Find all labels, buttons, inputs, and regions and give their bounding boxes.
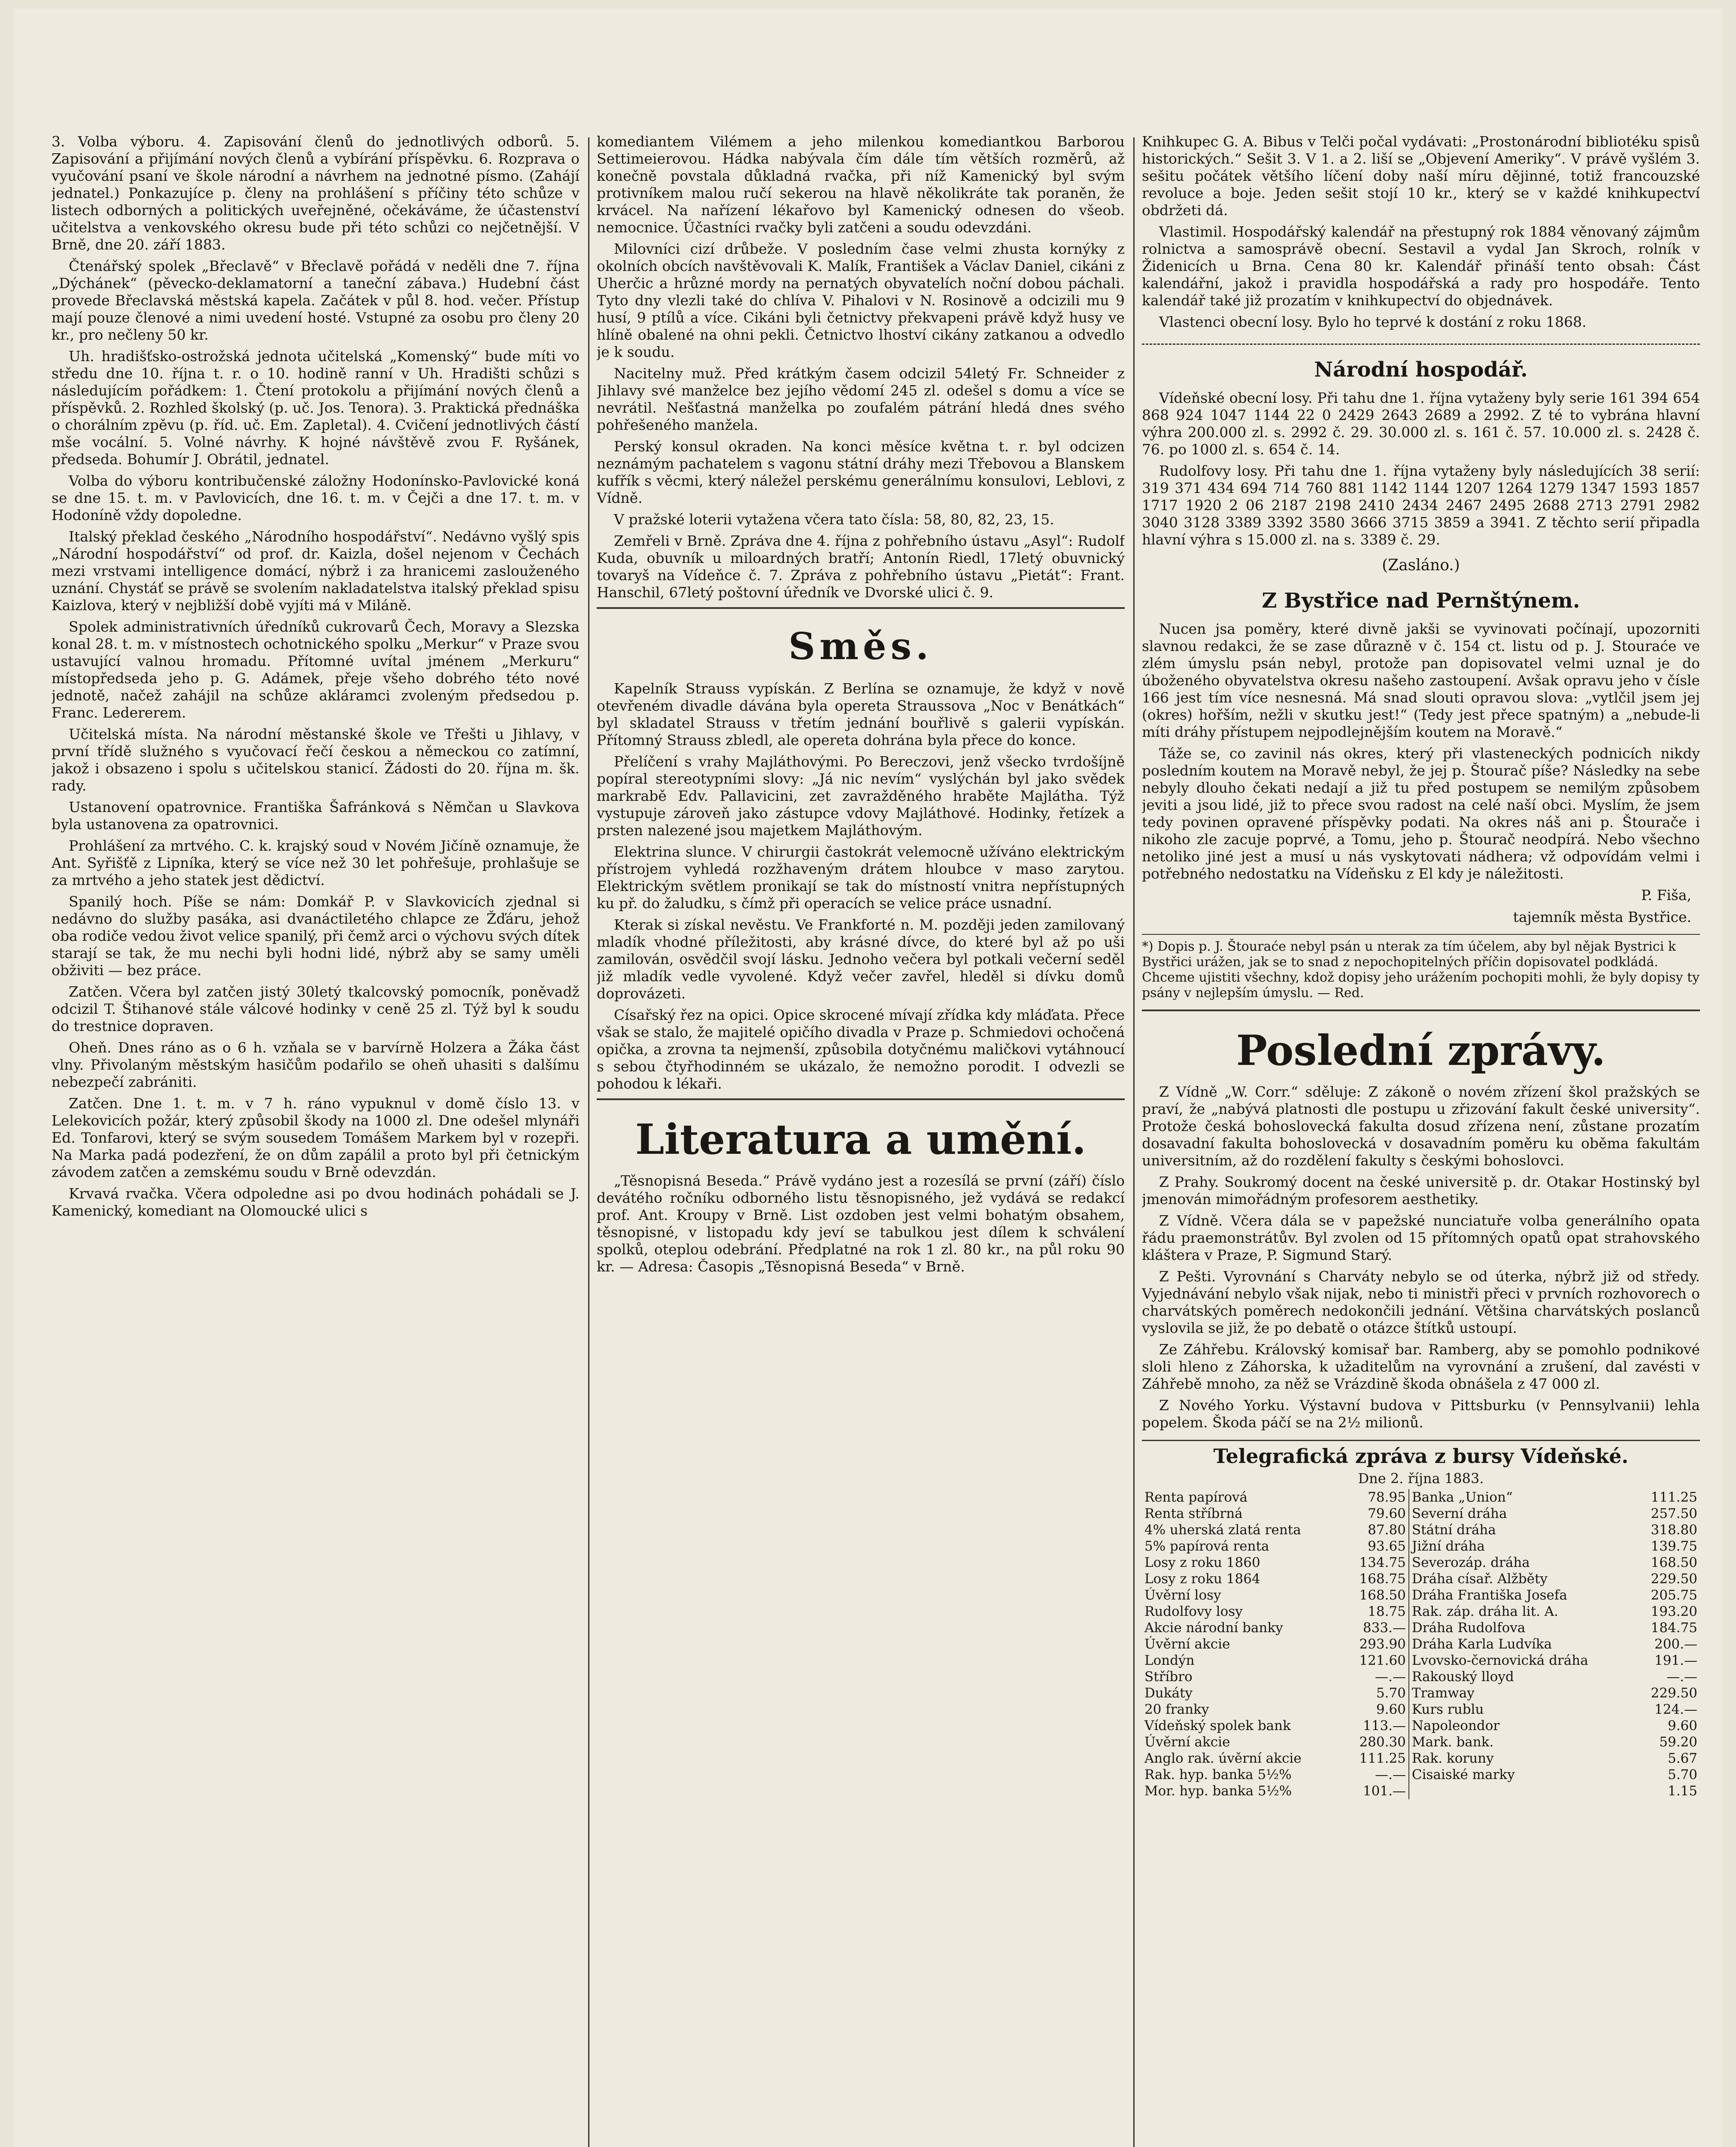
section-heading-news: Poslední zprávy. <box>1236 1026 1606 1075</box>
bourse-label: Lvovsko-černovická dráha <box>1411 1653 1588 1668</box>
bourse-label: Dráha Karla Ludvíka <box>1411 1636 1552 1652</box>
section-rule <box>1142 1010 1700 1011</box>
bourse-value: 1.15 <box>1667 1783 1697 1799</box>
bourse-label <box>1409 1783 1636 1799</box>
article-paragraph: Milovníci cizí drůbeže. V posledním čase velmi zhusta kornýky z okolních obcích navštěvovali K. Malík, František a Václav Daniel, cikáni z Uherčic a hrůzné mordy na pernatých obyvatelích noční dobou páchali. Tyto dny vlezli také do chlíva V. Pihalovi v N. Rosinově a odcizili mu 9 husí, 9 ptílů a více. Cikáni byli četnictvy překvapeni právě když husy ve hlíně obalené na ohni pekli. Četnictvo lhoství cikány zatkanou a odvedlo je k soudu. <box>597 240 1125 360</box>
bourse-label: Rudolfovy losy <box>1144 1604 1243 1619</box>
article-paragraph: Táže se, co zavinil nás okres, který při vlasteneckých podnicích nikdy posledním koutem na Moravě nebyl, že jej p. Štourač píše? Následky na sebe nebyly dlouho čekati nedají a již tu před postupem se nemilým způsobem jeviti a jsou lidé, již to přece svou radost na celé naší obci. Myslím, že jsem tedy povinen opravené příspěvky podati. Na okres náš ani p. Štourače i nikoho zle zacuje poprvé, a Tomu, jeho p. Štourač neodpírá. Nebo všechno netoliko jiné jest a musí u nás vyskytovati nádhera; vž odpovídám velmi i potřebného nedostatku na Vídeňsku z El kdy je náležitosti. <box>1142 745 1700 882</box>
bourse-label: Dráha císař. Alžběty <box>1411 1571 1548 1587</box>
article-paragraph: V pražské loterii vytažena včera tato čísla: 58, 80, 82, 23, 15. <box>614 511 1054 528</box>
bourse-row <box>1142 1505 1700 1522</box>
article-paragraph: Spolek administrativních úředníků cukrovarů Čech, Moravy a Slezska konal 28. t. m. v místnostech ochotnického spolku „Merkur“ v Praze svou ustavující valnou hromadu. Přítomné uvítal jménem „Merkuru“ místopředseda jeho p. G. Adámek, přeje všeho dobrého této nové jednotě, načež zahájil na schůze akláramci zvoleným předsedou p. Franc. Ledererem. <box>52 618 580 721</box>
bourse-row <box>1142 1734 1700 1750</box>
column-divider <box>588 137 589 2147</box>
article-paragraph: Krvavá rvačka. Včera odpoledne asi po dvou hodinách pohádali se J. Kamenický, komediant na Olomoucké ulici s <box>52 1185 580 1219</box>
article-paragraph: Ze Záhřebu. Královský komisař bar. Ramberg, aby se pomohlo podnikové sloli hleno z Záhorska, k užaditelům na vyrovnání a zrušení, dal zavésti v Záhřebě mnoho, za něž se Vrázdině škoda obnášela z 47 000 zl. <box>1142 1341 1700 1392</box>
bourse-value: 168.50 <box>1344 1587 1409 1603</box>
bourse-value: 191.— <box>1654 1653 1697 1668</box>
bourse-label: Londýn <box>1144 1653 1195 1668</box>
bourse-label: Renta papírová <box>1144 1490 1248 1505</box>
bourse-label: 4% uherská zlatá renta <box>1144 1522 1301 1538</box>
bourse-row <box>1142 1685 1700 1701</box>
bourse-value: 111.25 <box>1344 1750 1409 1767</box>
bourse-value: 168.75 <box>1344 1571 1409 1587</box>
bourse-label: Dráha Františka Josefa <box>1411 1587 1567 1603</box>
bourse-value: 79.60 <box>1344 1505 1409 1522</box>
article-paragraph: Zemřeli v Brně. Zpráva dne 4. října z pohřebního ústavu „Asyl“: Rudolf Kuda, obuvník u miloardných bratří; Antonín Riedl, 17letý obuvnický tovaryš na Vídeňce č. 7. Zpráva z pohřebního ústavu „Pietát“: Frant. Hanschil, 67letý poštovní úředník ve Dvorské ulici č. 9. <box>597 532 1125 601</box>
bourse-value: —.— <box>1666 1669 1697 1685</box>
article-paragraph: Italský překlad českého „Národního hospodářství“. Nedávno vyšlý spis „Národní hospodářství“ od prof. dr. Kaizla, došel nejenom v Čechách mezi vrstvami intelligence domácí, nýbrž i za hranicemi zaslouženého uznání. Chystáť se právě se svolením nakladatelstva italský překlad spisu Kaizlova, který v nejbližší době vyjíti má v Miláně. <box>52 528 580 614</box>
article-paragraph: Spanilý hoch. Píše se nám: Domkář P. v Slavkovicích zjednal si nedávno do služby pasáka, asi dvanáctiletého chlapce ze Žďáru, jehož oba rodiče vedou život velice spanilý, při čemž arci o výchovu svých dítek starají se tak, že mu nechi byli hodni lidé, nýbrž aby se samy uměli obživiti — bez práce. <box>52 893 580 979</box>
bourse-value: 101.— <box>1344 1783 1409 1799</box>
bourse-value: 139.75 <box>1651 1539 1697 1554</box>
section-heading-bystrice: Z Bystřice nad Pernštýnem. <box>1262 589 1580 613</box>
bourse-value: 293.90 <box>1344 1636 1409 1652</box>
bourse-value: 200.— <box>1654 1636 1697 1652</box>
bourse-label: Úvěrní akcie <box>1144 1636 1230 1652</box>
signature-title: tajemník města Bystřice. <box>1513 909 1691 925</box>
bourse-value: 134.75 <box>1344 1554 1409 1571</box>
article-paragraph: Ustanovení opatrovnice. Františka Šafránková s Němčan u Slavkova byla ustanovena za opatrovnici. <box>52 799 580 833</box>
bourse-value: 93.65 <box>1344 1538 1409 1554</box>
bourse-value: 168.50 <box>1651 1555 1697 1570</box>
article-paragraph: Kterak si získal nevěstu. Ve Frankforté n. M. později jeden zamilovaný mladík vhodné příležitosti, aby krásné dívce, do které byl až po uši zamilován, osvědčil svojí lásku. Jednoho večera byl potkali večerní seděl již mladík vedle vyvolené. Když večer zavřel, hleděl si dívku domů doprovázeti. <box>597 916 1125 1002</box>
bourse-value: 9.60 <box>1667 1718 1697 1733</box>
bourse-value: 280.30 <box>1344 1734 1409 1750</box>
bourse-row <box>1142 1571 1700 1587</box>
bourse-value: 5.70 <box>1344 1685 1409 1701</box>
article-paragraph: Z Vídně. Včera dála se v papežské nunciatuře volba generálního opata řádu praemonstrátův. Byl zvolen od 15 přítomných opatů opat strahovského kláštera v Praze, P. Sigmund Starý. <box>1142 1212 1700 1263</box>
article-paragraph: „Těsnopisná Beseda.“ Právě vydáno jest a rozesílá se první (září) číslo devátého ročníku odborného listu těsnopisného, jež vydává se redakcí prof. Ant. Kroupy v Brně. List ozdoben jest velmi bohatým obsahem, těsnopisné, v listopadu kdy jeví se tabulkou jest dílem k schválení spolků, oteplou odebrání. Předplatné na rok 1 zl. 80 kr., na půl roku 90 kr. — Adresa: Časopis „Těsnopisná Beseda“ v Brně. <box>597 1172 1125 1275</box>
bourse-value: 111.25 <box>1651 1490 1697 1505</box>
column-divider <box>1133 137 1135 2147</box>
bourse-value: 5.67 <box>1667 1751 1697 1766</box>
bourse-value: 113.— <box>1344 1718 1409 1734</box>
bourse-label: Losy z roku 1864 <box>1144 1571 1260 1587</box>
bourse-title: Telegrafická zpráva z bursy Vídeňské. <box>1142 1440 1700 1468</box>
bourse-row <box>1142 1603 1700 1620</box>
bourse-label: Jižní dráha <box>1411 1539 1485 1554</box>
bourse-row <box>1142 1783 1700 1799</box>
article-paragraph: Nacitelny muž. Před krátkým časem odcizil 54letý Fr. Schneider z Jihlavy své manželce bez jejího vědomí 245 zl. odešel s domu a více se nevrátil. Nešťastná manželka po zoufalém pátrání hledá dnes svého pohřešeného manžela. <box>597 365 1125 433</box>
bourse-table <box>1142 1489 1700 1799</box>
bourse-label: Severozáp. dráha <box>1411 1555 1530 1570</box>
bourse-row <box>1142 1538 1700 1554</box>
bourse-value: 229.50 <box>1651 1571 1697 1587</box>
article-paragraph: Uh. hradišťsko-ostrožská jednota učitelská „Komenský“ bude míti vo středu dne 10. října t. r. o 10. hodině ranní v Uh. Hradišti schůzi s následujícím pořádkem: 1. Čtení protokolu a přijímání nových členů a příspěvků. 2. Rozhled školský (p. uč. Jos. Tenora). 3. Praktická přednáška o chorálním zpěvu (p. říd. uč. Em. Zapletal). 4. Cvičení jednotlivých částí mše vocální. 5. Volné návrhy. K hojné návštěvě zvou F. Ryšánek, předseda. Bohumír J. Obrátil, jednatel. <box>52 348 580 468</box>
bourse-row <box>1142 1701 1700 1718</box>
article-paragraph: Vlastenci obecní losy. Bylo ho teprvé k dostání z roku 1868. <box>1159 313 1587 330</box>
bourse-value: 318.80 <box>1651 1522 1697 1538</box>
article-paragraph: Volba do výboru kontribučenské záložny Hodonínsko-Pavlovické koná se dne 15. t. m. v Pavlovicích, dne 16. t. m. v Čejči a dne 17. t. m. v Hodoníně vždy dopoledne. <box>52 472 580 523</box>
bourse-row <box>1142 1554 1700 1571</box>
bourse-label: Severní dráha <box>1411 1506 1507 1521</box>
bourse-label: Losy z roku 1860 <box>1144 1555 1260 1570</box>
bourse-value: 87.80 <box>1344 1522 1409 1538</box>
bourse-row <box>1142 1587 1700 1603</box>
article-paragraph: Z Nového Yorku. Výstavní budova v Pittsburku (v Pennsylvanii) lehla popelem. Škoda páčí se na 2½ milionů. <box>1142 1397 1700 1431</box>
bourse-label: Státní dráha <box>1411 1522 1496 1538</box>
bourse-row <box>1142 1522 1700 1538</box>
article-paragraph: Přelíčení s vrahy Majláthovými. Po Bereczovi, jenž všecko tvrdošíjně popíral stereotypními slovy: „Já nic nevím“ vyslýchán byl jako svědek markrabě Edv. Pallavicini, zet zavražděného hraběte Majlátha. Týž vystupuje zároveň jako zástupce vdovy Majláthové. Hodinky, řetízek a prsten nalezené jsou majetkem Majláthovým. <box>597 753 1125 839</box>
article-paragraph: Vlastimil. Hospodářský kalendář na přestupný rok 1884 věnovaný zájmům rolnictva a samosprávě obecní. Sestavil a vydal Jan Skroch, rolník v Židenicích u Brna. Cena 80 kr. Kalendář přináší tento obsah: Část kalendářní, jakož i pravidla hospodářská a rady pro hospodáře. Tento kalendář také již prozatím v knihkupectví do objednávek. <box>1142 223 1700 309</box>
article-paragraph: 3. Volba výboru. 4. Zapisování členů do jednotlivých odborů. 5. Zapisování a přijímání nových členů a vybírání příspěvku. 6. Rozprava o vyučování psaní ve škole národní a návrhem na jednotné písmo. (Zahájí jednatel.) Ponkazujíce p. členy na prohlášení s příčiny této schůze v listech odborných a politických uveřejněné, očekáváme, že účastenství učitelstva a venkovského okresu bude při této schůzi co nejčetnější. V Brně, dne 20. září 1883. <box>52 133 580 253</box>
bourse-label: 5% papírová renta <box>1144 1539 1269 1554</box>
bourse-label: 20 franky <box>1144 1702 1209 1717</box>
bourse-label: Napoleondor <box>1411 1718 1500 1733</box>
bourse-row <box>1142 1750 1700 1767</box>
bourse-label: Stříbro <box>1144 1669 1193 1685</box>
bourse-row <box>1142 1489 1700 1505</box>
article-paragraph: Čtenářský spolek „Břeclavě“ v Břeclavě pořádá v neděli dne 7. října „Dýchánek“ (pěvecko-deklamatorní a taneční zábava.) Hudební část provede Břeclavská městská kapela. Začátek v půl 8. hod. večer. Přístup mají pouze členové a nimi uvedení hosté. Vstupné za osobu pro členy 20 kr., pro nečleny 50 kr. <box>52 258 580 343</box>
article-paragraph: Kapelník Strauss vypískán. Z Berlína se oznamuje, že když v nově otevřeném divadle dávána byla opereta Straussova „Noc v Benátkách“ byl skladatel Strauss v třetím jednání bouřlivě s galerii vypískán. Přítomný Strauss zbledl, ale opereta dohrána byla přece do konce. <box>597 680 1125 748</box>
bourse-label: Mor. hyp. banka 5½% <box>1144 1783 1292 1799</box>
section-heading-smes: Směs. <box>788 625 933 668</box>
bourse-label: Renta stříbrná <box>1144 1506 1243 1521</box>
newspaper-page <box>13 9 1723 2147</box>
column-right <box>1142 133 1700 2147</box>
footnote: *) Dopis p. J. Štouraće nebyl psán u nterak za tím účelem, aby byl nějak Bystrici k Bystřici urážen, jak se to snad z nepochopitelných příčin dopisovatel podkládá. Chceme ujistiti všechny, kdož dopisy jeho urážením pochopiti mohli, že byly dopisy ty psány v nejlepším úmyslu. — Red. <box>1142 934 1700 1001</box>
section-rule <box>597 1098 1125 1100</box>
bourse-value: 229.50 <box>1651 1685 1697 1701</box>
zaslano-label: (Zasláno.) <box>1382 557 1460 574</box>
bourse-label: Vídeňský spolek bank <box>1144 1718 1291 1733</box>
article-paragraph: Z Prahy. Soukromý docent na české universitě p. dr. Otakar Hostinský byl jmenován mimořádným profesorem aesthetiky. <box>1142 1174 1700 1207</box>
bourse-value: 833.— <box>1344 1620 1409 1636</box>
article-paragraph: Zatčen. Včera byl zatčen jistý 30letý tkalcovský pomocník, poněvadž odcizil T. Štihanové stále válcové hodinky v ceně 25 zl. Týž byl k soudu do trestnice dopraven. <box>52 983 580 1034</box>
signature-name: P. Fiša, <box>1641 887 1691 903</box>
section-heading-literature: Literatura a umění. <box>635 1115 1087 1164</box>
bourse-label: Úvěrní losy <box>1144 1587 1221 1603</box>
bourse-value: —.— <box>1344 1767 1409 1783</box>
bourse-row <box>1142 1652 1700 1669</box>
bourse-label: Úvěrní akcie <box>1144 1734 1230 1750</box>
bourse-label: Rak. koruny <box>1411 1751 1494 1766</box>
article-paragraph: Vídeňské obecní losy. Při tahu dne 1. října vytaženy byly serie 161 394 654 868 924 1047 1144 22 0 2429 2643 2689 a 2992. Z té to vybrána hlavní výhra 200.000 zl. s. 2992 č. 29. 30.000 zl. s. 161 č. 57. 10.000 zl. s. 2428 č. 76. po 1000 zl. s. 654 č. 14. <box>1142 389 1700 458</box>
bourse-label: Banka „Union“ <box>1411 1490 1513 1505</box>
article-paragraph: Prohlášení za mrtvého. C. k. krajský soud v Novém Jičíně oznamuje, že Ant. Syřišťě z Lipníka, který se více než 30 let pohřešuje, prohlašuje se za mrtvého a jeho statek jest dědictví. <box>52 837 580 888</box>
bourse-label: Anglo rak. úvěrní akcie <box>1144 1751 1302 1766</box>
bourse-row <box>1142 1620 1700 1636</box>
bourse-row <box>1142 1669 1700 1685</box>
article-paragraph: Perský konsul okraden. Na konci měsíce května t. r. byl odcizen neznámým pachatelem s vagonu státní dráhy mezi Třebovou a Blanskem kufřík s věcmi, který náležel perskému generálnímu konsulovi, Leblovi, z Vídně. <box>597 438 1125 506</box>
article-paragraph: Z Pešti. Vyrovnání s Charváty nebylo se od úterka, nýbrž již od středy. Vyjednávání nebylo však nijak, nebo ti ministři přeci v prvních rozhovorech o charvátských poměrech nedokončili jednání. Většina charvátských poslanců vyslovila se již, že po debatě o otázce štítků ustoupí. <box>1142 1268 1700 1336</box>
article-paragraph: Knihkupec G. A. Bibus v Telči počal vydávati: „Prostonárodní bibliotéku spisů historických.“ Sešit 3. V 1. a 2. liší se „Objevení Ameriky“. V právě vyšlém 3. sešitu počátek většího líčení doby naší míru dějinné, totiž francouzské revoluce a boje. Jeden sešit stojí 10 kr., který se v každé knihkupectví obdržeti dá. <box>1142 133 1700 219</box>
bourse-row <box>1142 1718 1700 1734</box>
bourse-date: Dne 2. října 1883. <box>1358 1470 1484 1487</box>
article-paragraph: Nucen jsa poměry, které divně jakši se vyvinovati počínají, upozorniti slavnou redakci, že se zase důrazně v č. 154 ct. listu od p. J. Stouraće ve zlém úmyslu psán nebyl, protože pan dopisovatel velmi uznal je do úboženého obyvatelstva okresu našeho zastoupení. Avšak opravu jeho v čísle 166 jest tím více nesnesná. Má snad slouti opravou slova: „vytlčil jsem jej (okres) hořším, nežli v skutku jest!“ (Tedy jest přece spatným) a „nebude-li míti dráhy přístupem nejpodlejnějším koutem na Moravě.“ <box>1142 620 1700 740</box>
bourse-label: Akcie národní banky <box>1144 1620 1283 1636</box>
bourse-label: Cisaiské marky <box>1411 1767 1515 1782</box>
article-paragraph: Učitelská místa. Na národní městanské škole ve Třešti u Jihlavy, v první třídě služného s vyučovací řečí českou a německou co zatímní, jakož i obsazeno i spolu s učitelskou stanicí. Žádosti do 20. října m. šk. rady. <box>52 726 580 794</box>
bourse-value: 78.95 <box>1344 1489 1409 1505</box>
bourse-label: Dukáty <box>1144 1685 1193 1701</box>
bourse-label: Mark. bank. <box>1411 1734 1494 1750</box>
bourse-value: 18.75 <box>1344 1603 1409 1620</box>
bourse-value: 5.70 <box>1667 1767 1697 1782</box>
section-heading-economy: Národní hospodář. <box>1314 358 1528 382</box>
bourse-value: 205.75 <box>1651 1587 1697 1603</box>
bourse-value: 193.20 <box>1651 1604 1697 1619</box>
bourse-label: Rak. záp. dráha lit. A. <box>1411 1604 1558 1619</box>
bourse-value: 257.50 <box>1651 1506 1697 1521</box>
bourse-label: Tramway <box>1411 1685 1475 1701</box>
article-paragraph: Císařský řez na opici. Opice skrocené mívají zřídka kdy mláďata. Přece však se stalo, že majitelé opičího divadla v Praze p. Schmiedovi ochočená opička, a zrovna ta nejmenší, způsobila dotyčnému maličkovi vytáhnoucí s sebou čtyřhodinném se ukázalo, že nemožno porodit. I odvezli se pohodou k lékaři. <box>597 1007 1125 1092</box>
bourse-label: Rak. hyp. banka 5½% <box>1144 1767 1292 1782</box>
bourse-value: 9.60 <box>1344 1701 1409 1718</box>
article-paragraph: Zatčen. Dne 1. t. m. v 7 h. ráno vypuknul v domě číslo 13. v Lelekovicích požár, který způsobil škody na 1000 zl. Dne odešel mlynáři Ed. Tonfarovi, který se svým sousedem Tomášem Markem byl v rozepři. Na Marka padá podezření, že on dům zapálil a proto byl při četnickým závodem zatčen a zemskému soudu v Brně odevzdán. <box>52 1095 580 1180</box>
section-rule <box>597 607 1125 609</box>
bourse-label: Dráha Rudolfova <box>1411 1620 1526 1636</box>
column-left <box>52 133 580 2147</box>
section-rule <box>1142 344 1700 345</box>
bourse-label: Kurs rublu <box>1411 1702 1484 1717</box>
bourse-value: —.— <box>1344 1669 1409 1685</box>
article-paragraph: Elektrina slunce. V chirurgii častokrát velemocně užíváno elektrickým přístrojem vyhledá rozžhaveným drátem hloubce v maso zarytou. Elektrickým světlem pronikají se tak do místností vnitra nepřístupných ku př. do žaludku, s čímž při operacích se velice práce usnadní. <box>597 843 1125 912</box>
article-paragraph: komediantem Vilémem a jeho milenkou komediantkou Barborou Settimeierovou. Hádka nabývala čím dále tím větších rozměrů, až konečně povstala důkladná rvačka, při níž Kamenický byl svým protivníkem malou ručí sekerou na hlavě několikráte tak poraněn, že krvácel. Na nařízení lékařovo byl Kamenický odnesen do všeob. nemocnice. Účastníci rvačky byli zatčeni a soudu odevzdáni. <box>597 133 1125 236</box>
bourse-row <box>1142 1636 1700 1652</box>
article-paragraph: Oheň. Dnes ráno as o 6 h. vzňala se v barvírně Holzera a Žáka část vlny. Přivolaným městským hasičům podařilo se oheň uhasiti s dalšímu nebezpečí zabrániti. <box>52 1039 580 1090</box>
bourse-value: 124.— <box>1654 1702 1697 1717</box>
article-paragraph: Z Vídně „W. Corr.“ sděluje: Z zákoně o novém zřízení škol pražských se praví, že „nabývá platnosti dle postupu u zřizování fakult české university“. Protože česká bohoslovecká fakulta dosud zřízena není, zůstane prozatím dosavadní fakulta bohoslovecká v dosavadním poměru ku oběma fakultám universitním, až do rozdělení fakulty s českými bohoslovci. <box>1142 1083 1700 1169</box>
column-middle <box>597 133 1125 2147</box>
bourse-value: 184.75 <box>1651 1620 1697 1636</box>
bourse-label: Rakouský lloyd <box>1411 1669 1514 1685</box>
bourse-value: 121.60 <box>1344 1652 1409 1669</box>
bourse-value: 59.20 <box>1659 1734 1697 1750</box>
bourse-row <box>1142 1767 1700 1783</box>
article-paragraph: Rudolfovy losy. Při tahu dne 1. října vytaženy byly následujících 38 serií: 319 371 434 694 714 760 881 1142 1144 1207 1264 1279 1347 1593 1857 1717 1920 2 06 2187 2198 2410 2434 2467 2495 2688 2713 2791 2982 3040 3128 3389 3392 3580 3666 3715 3859 a 3941. Z těchto serií připadla hlavní výhra s 15.000 zl. na s. 3389 č. 29. <box>1142 462 1700 548</box>
